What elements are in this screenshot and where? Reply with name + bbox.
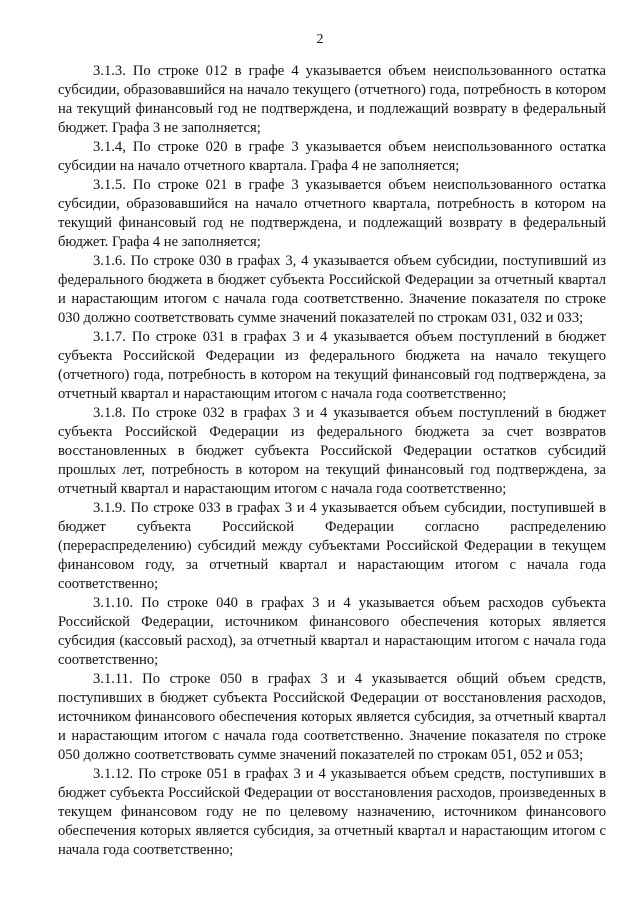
paragraph-3-1-3: 3.1.3. По строке 012 в графе 4 указывается объем неиспользованного остатка субсидии, образовавшийся на начало текущего (отчетного) года, потребность в котором на текущий финансовый год не подтверждена, и подлежащий возврату в федеральный бюджет. Графа 3 не заполняется; (58, 63, 606, 136)
paragraph-3-1-7: 3.1.7. По строке 031 в графах 3 и 4 указывается объем поступлений в бюджет субъекта Российской Федерации из федерального бюджета на начало текущего (отчетного) года, потребность в котором на текущий финансовый год подтверждена, за отчетный квартал и нарастающим итогом с начала года соответственно; (58, 329, 606, 402)
paragraph-3-1-11: 3.1.11. По строке 050 в графах 3 и 4 указывается общий объем средств, поступивших в бюджет субъекта Российской Федерации от восстановления расходов, источником финансового обеспечения которых является субсидия, за отчетный квартал и нарастающим итогом с начала года соответственно. Значение показателя по строке 050 должно соответствовать сумме значений показателей по строкам 051, 052 и 053; (58, 671, 606, 763)
paragraph-3-1-5: 3.1.5. По строке 021 в графе 3 указывается объем неиспользованного остатка субсидии, образовавшийся на начало отчетного квартала, потребность в котором на текущий финансовый год не подтверждена, и подлежащий возврату в федеральный бюджет. Графа 4 не заполняется; (58, 177, 606, 250)
paragraph-3-1-9: 3.1.9. По строке 033 в графах 3 и 4 указывается объем субсидии, поступившей в бюджет субъекта Российской Федерации согласно распределению (перераспределению) субсидий между субъектами Российской Федерации в текущем финансовом году, за отчетный квартал и нарастающим итогом с начала года соответственно; (58, 500, 606, 592)
document-body (58, 62, 606, 860)
paragraph-3-1-4: 3.1.4, По строке 020 в графе 3 указывается объем неиспользованного остатка субсидии на начало отчетного квартала. Графа 4 не заполняется; (58, 139, 606, 174)
paragraph-3-1-10: 3.1.10. По строке 040 в графах 3 и 4 указывается объем расходов субъекта Российской Федерации, источником финансового обеспечения которых является субсидия (кассовый расход), за отчетный квартал и нарастающим итогом с начала года соответственно; (58, 595, 606, 668)
paragraph-3-1-8: 3.1.8. По строке 032 в графах 3 и 4 указывается объем поступлений в бюджет субъекта Российской Федерации из федерального бюджета за счет возвратов восстановленных в бюджет субъекта Российской Федерации остатков субсидий прошлых лет, потребность в котором на текущий финансовый год подтверждена, за отчетный квартал и нарастающим итогом с начала года соответственно; (58, 405, 606, 497)
paragraph-3-1-12: 3.1.12. По строке 051 в графах 3 и 4 указывается объем средств, поступивших в бюджет субъекта Российской Федерации от восстановления расходов, произведенных в текущем финансовом году не по целевому назначению, источником финансового обеспечения которых является субсидия, за отчетный квартал и нарастающим итогом с начала года соответственно; (58, 766, 606, 858)
page-number: 2 (316, 32, 324, 47)
paragraph-3-1-6: 3.1.6. По строке 030 в графах 3, 4 указывается объем субсидии, поступивший из федерального бюджета в бюджет субъекта Российской Федерации за отчетный квартал и нарастающим итогом с начала года соответственно. Значение показателя по строке 030 должно соответствовать сумме значений показателей по строкам 031, 032 и 033; (58, 253, 606, 326)
